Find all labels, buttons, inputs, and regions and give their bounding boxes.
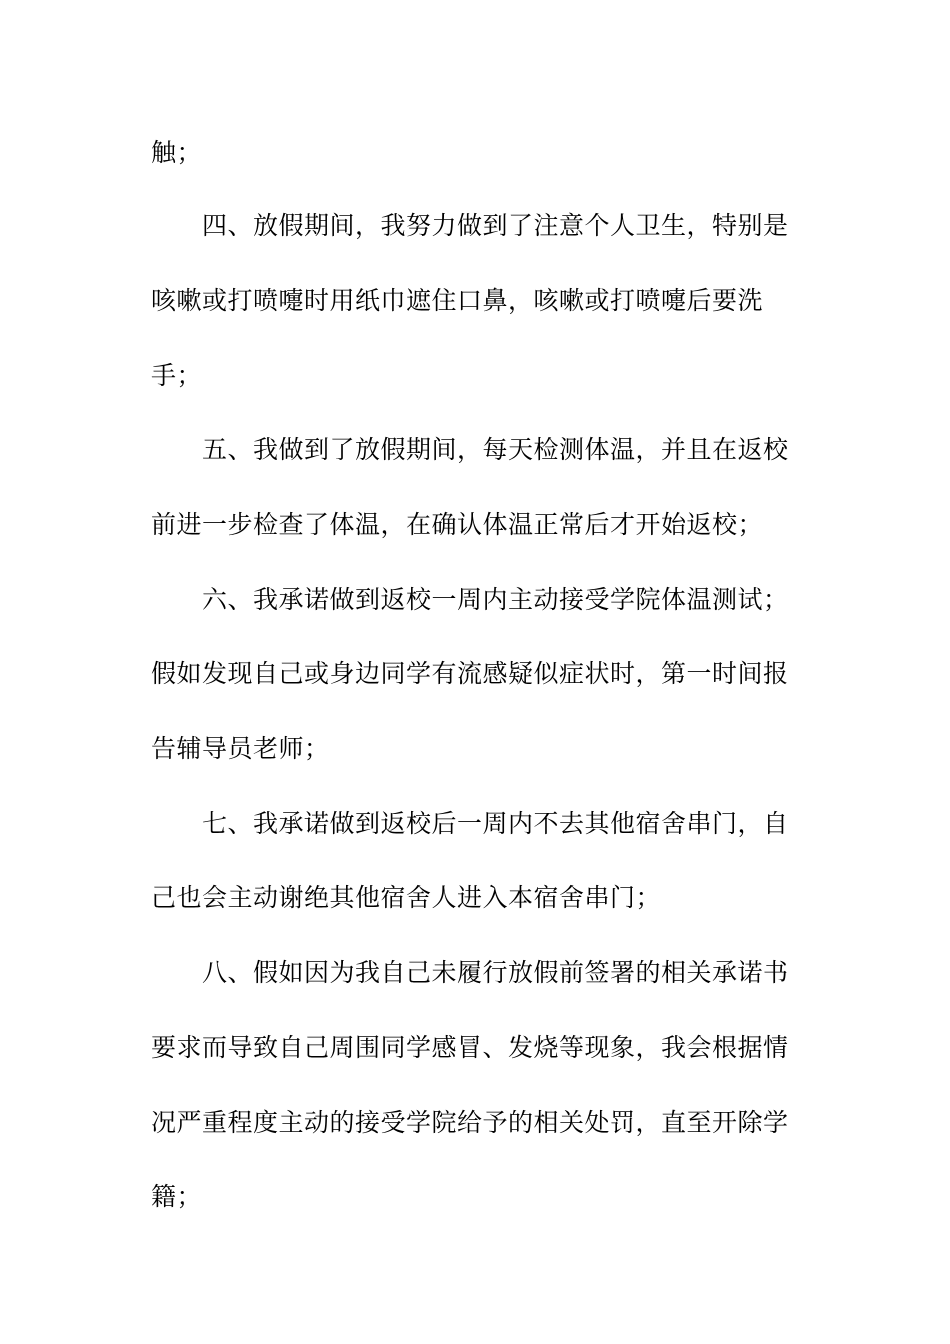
text-line: 前进一步检查了体温，在确认体温正常后才开始返校； — [151, 510, 764, 539]
text-line: 籍； — [151, 1182, 203, 1211]
paragraph-6-start: 六、我承诺做到返校一周内主动接受学院体温测试； — [202, 585, 789, 614]
text-line: 假如发现自己或身边同学有流感疑似症状时，第一时间报 — [151, 659, 789, 688]
paragraph-5-start: 五、我做到了放假期间，每天检测体温，并且在返校 — [202, 435, 789, 464]
text-line: 触； — [151, 138, 203, 167]
text-line: 手； — [151, 361, 203, 390]
text-line: 告辅导员老师； — [151, 734, 330, 763]
paragraph-8-start: 八、假如因为我自己未履行放假前签署的相关承诺书 — [202, 958, 789, 987]
text-line: 己也会主动谢绝其他宿舍人进入本宿舍串门； — [151, 883, 662, 912]
text-line: 咳嗽或打喷嚏时用纸巾遮住口鼻，咳嗽或打喷嚏后要洗 — [151, 286, 764, 315]
paragraph-4-start: 四、放假期间，我努力做到了注意个人卫生，特别是 — [202, 211, 789, 240]
paragraph-7-start: 七、我承诺做到返校后一周内不去其他宿舍串门，自 — [202, 809, 789, 838]
text-line: 况严重程度主动的接受学院给予的相关处罚，直至开除学 — [151, 1108, 789, 1137]
text-line: 要求而导致自己周围同学感冒、发烧等现象，我会根据情 — [151, 1033, 789, 1062]
